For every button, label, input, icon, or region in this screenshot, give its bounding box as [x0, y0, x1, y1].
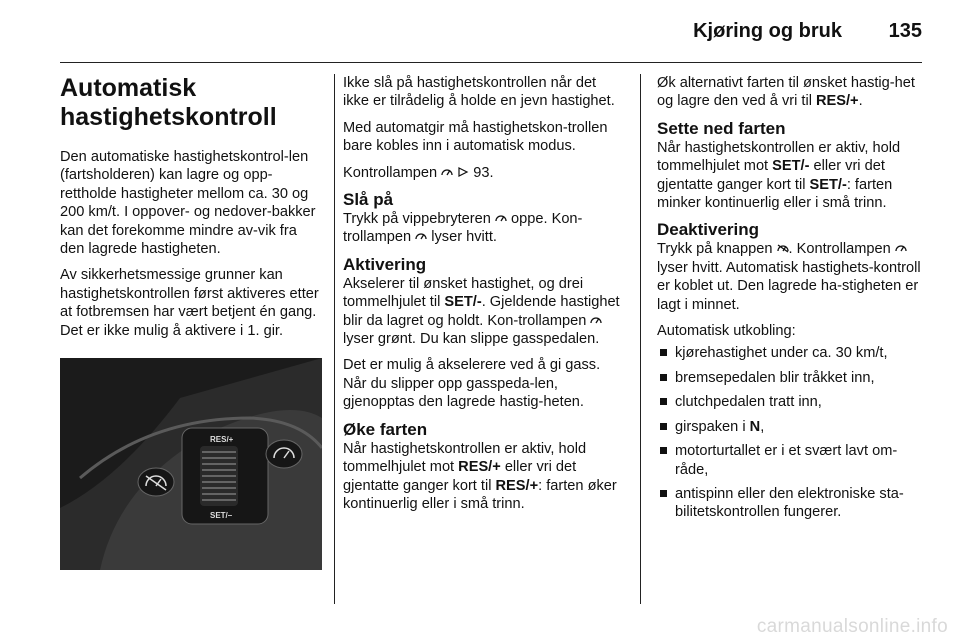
intro-paragraph: Den automatiske hastighetskontrol-len (fartsholderen) kan lagre og opp-rettholde hastigheter mellom ca. 30 og 200 km/t. I oppover- og nedover-bakker kan det forekomme mindre av-vik fra den lagrede hastigheten.	[60, 149, 316, 258]
steering-wheel-photo	[60, 358, 322, 570]
page-reference-icon	[457, 166, 469, 178]
section-heading: Automatisk hastighetskontroll	[60, 74, 277, 131]
column-divider-2	[640, 74, 641, 604]
list-item: girspaken i N,	[657, 418, 925, 436]
switch-on-heading: Slå på	[343, 190, 394, 210]
column-2	[343, 74, 623, 521]
cruise-control-icon	[895, 242, 907, 254]
chapter-title: Kjøring og bruk	[693, 20, 842, 42]
increase-speed-heading: Øke farten	[343, 419, 428, 439]
cruise-control-icon	[495, 212, 507, 224]
deactivation-heading: Deaktivering	[657, 220, 760, 240]
cancel-cruise-icon	[777, 242, 789, 254]
caution-paragraph: Ikke slå på hastighetskontrollen når det ikke er tilrådelig å holde en jevn hastighet.	[343, 75, 615, 110]
cruise-control-icon	[415, 230, 427, 242]
column-divider-1	[334, 74, 335, 604]
set-minus-label: SET/–	[210, 511, 233, 521]
increase-speed-paragraph: Når hastighetskontrollen er aktiv, hold tommelhjulet mot RES/+ eller vri det gjentatte ganger kort til RES/+: farten øker kontinuerlig eller i små trinn.	[343, 440, 617, 512]
activation-paragraph: Akselerer til ønsket hastighet, og drei tommelhjulet til SET/-. Gjeldende hastighet blir da lagret og holdt. Kon-trollampen lyser grønt. Du kan slippe gasspedalen.	[343, 275, 620, 348]
steering-wheel-illustration	[60, 358, 322, 570]
safety-paragraph: Av sikkerhetsmessige grunner kan hastighetskontrollen først aktiveres etter at fotbremsen har vært betjent én gang. Det er ikke mulig å aktivere i 1. gir.	[60, 267, 319, 339]
page-number: 135	[888, 20, 922, 42]
list-item: bremsepedalen blir tråkket inn,	[657, 369, 925, 387]
page-header	[0, 0, 960, 62]
watermark: carmanualsonline.info	[756, 616, 948, 637]
list-item: clutchpedalen tratt inn,	[657, 393, 925, 411]
activation-heading: Aktivering	[343, 254, 427, 274]
column-1	[60, 74, 324, 570]
alternative-increase-paragraph: Øk alternativt farten til ønsket hastig-het og lagre den ved å vri til RES/+.	[657, 75, 915, 110]
decrease-speed-heading: Sette ned farten	[657, 118, 786, 138]
auto-disengage-intro: Automatisk utkobling:	[657, 323, 796, 340]
switch-on-paragraph: Trykk på vippebryteren oppe. Kon-trollampen lyser hvitt.	[343, 211, 583, 246]
column-3	[657, 74, 925, 528]
cruise-control-icon	[441, 166, 453, 178]
list-item: kjørehastighet under ca. 30 km/t,	[657, 344, 925, 362]
list-item: motorturtallet er i et svært lavt om-råde,	[657, 442, 925, 479]
header-rule	[60, 62, 922, 63]
cruise-control-icon	[590, 314, 602, 326]
accelerate-paragraph: Det er mulig å akselerere ved å gi gass. Når du slipper opp gasspeda-len, gjenopptas den lagrede hastig-heten.	[343, 357, 601, 411]
auto-disengage-list	[657, 344, 925, 521]
deactivation-paragraph: Trykk på knappen . Kontrollampen lyser hvitt. Automatisk hastighets-kontroll er koblet ut. Den lagrede ha-stigheten er lagt i minnet.	[657, 241, 921, 313]
decrease-speed-paragraph: Når hastighetskontrollen er aktiv, hold tommelhjulet mot SET/- eller vri det gjentatte ganger kort til SET/-: farten minker kontinuerlig eller i små trinn.	[657, 139, 901, 212]
automatic-gearbox-paragraph: Med automatgir må hastighetskon-trollen bare kobles inn i automatisk modus.	[343, 119, 608, 155]
res-plus-label: RES/+	[210, 435, 234, 445]
list-item: antispinn eller den elektroniske sta-bilitetskontrollen fungerer.	[657, 485, 925, 522]
indicator-reference: Kontrollampen 93.	[343, 164, 494, 181]
